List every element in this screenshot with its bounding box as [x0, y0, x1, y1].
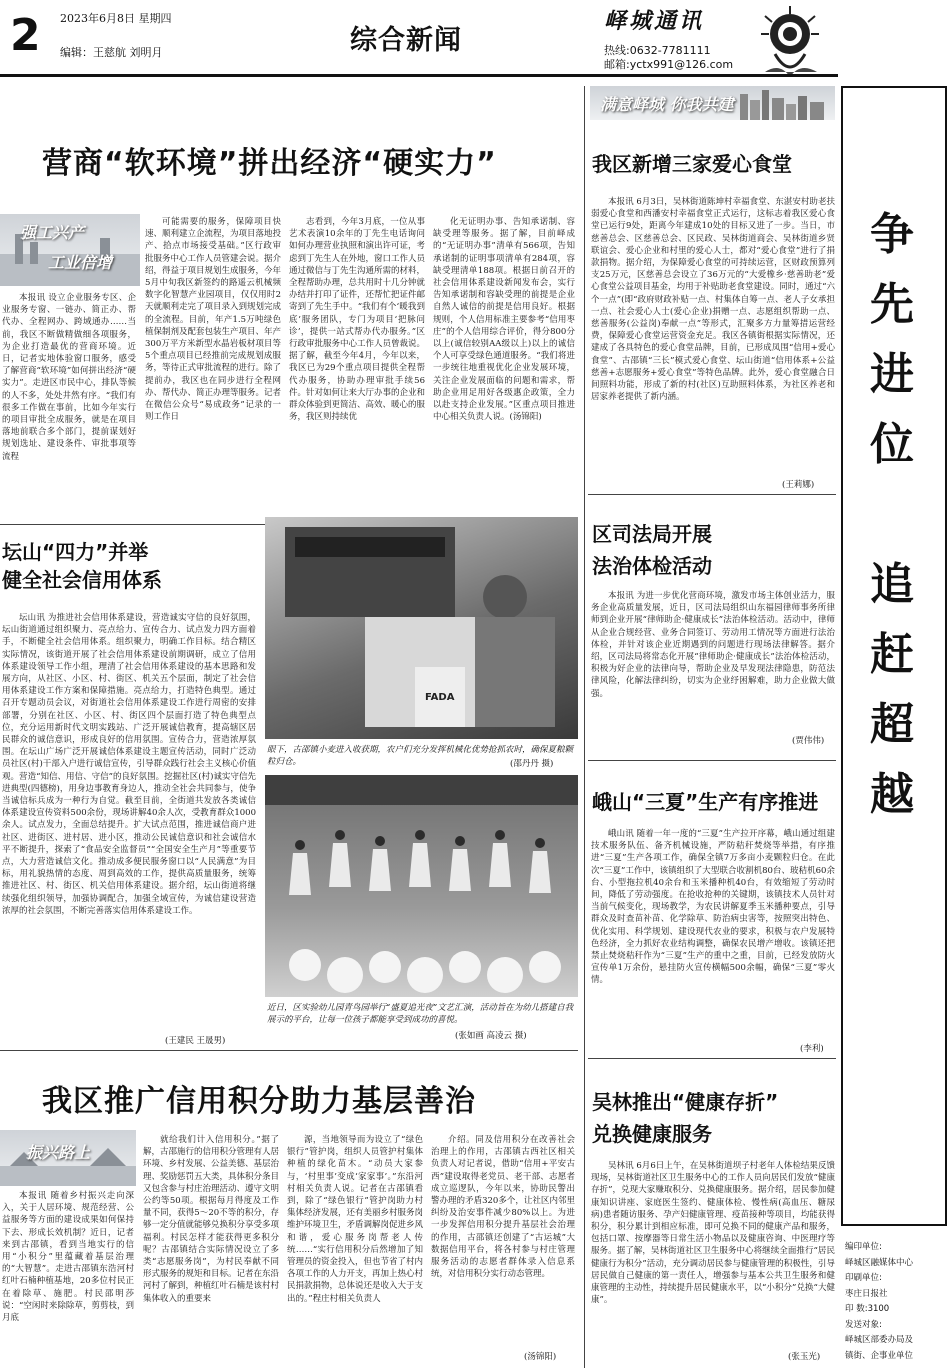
harvester-icon	[265, 517, 578, 739]
divider	[588, 760, 836, 761]
divider	[588, 1058, 836, 1059]
article5-body: 峨山讯 随着一年一度的“三夏”生产拉开序幕，峨山通过组建技术服务队伍、备齐机械设施，严防秸秆焚烧等举措，有序推进“三夏”生产各项工作，确保全镇7万多亩小麦颗粒归仓。在此次“三夏”工作中，该镇组织了大型联合收割机80台、玻秸机60余台、小型拖拉机40余台和玉米播种机40台，有效缩短了劳动时间，降低了劳动强度。在抢收抢种的关键期，该镇技术人员针对当前气候变化，现场教学，为农民讲解夏季玉米播种要点，引导群众及时查苗补苗、化学除草、防治病虫害等，按照突出特色、优化实用、科学规划、建设现代农业的要求，积极与农户发展特色经济，全力抓好农业结构调整，确保农民增产增收。该镇还把禁止焚烧秸秆作为“三夏”生产的重中之重，目前，已经发放防火宣传单1万余份，悬挂防火宣传横幅500余幅，确保“三夏”零火情。	[591, 829, 835, 986]
slogan-char: 进	[870, 349, 914, 400]
colophon-line: 枣庄日报社	[845, 1288, 888, 1299]
colophon-line: 编印单位:	[845, 1242, 882, 1252]
photo-wheat-harvest	[265, 517, 578, 739]
hotline: 热线:0632-7781111	[604, 44, 711, 57]
flower-logo-icon	[745, 2, 835, 80]
editors: 编辑：王慈航 刘明月	[60, 46, 163, 59]
photo-kids-performance	[265, 775, 578, 997]
article7-byline: (张玉光)	[788, 1352, 821, 1362]
photo2-caption: 近日，区实验幼儿园青鸟园举行“盛夏追光夜”文艺汇演，活动旨在为幼儿搭建自我展示的平台，让每一位孩子都能享受到成功的喜悦。	[267, 1003, 574, 1025]
article4-title-line1: 区司法局开展	[592, 522, 712, 546]
article3-byline: (王建民 王晟男)	[165, 1036, 226, 1046]
colophon-line: 印 数:3100	[845, 1304, 890, 1314]
slogan-char: 超	[870, 699, 914, 750]
email: 邮箱:yctx991@126.com	[604, 58, 734, 71]
slogan-char: 争	[870, 209, 914, 260]
article7-body: 吴林讯 6月6日上午，在吴林街道坝子村老年人体检结果反馈现场，吴林街道社区卫生服务中心的工作人员向居民们发放“健康存折”，兑现大家赚取积分、兑换健康服务。据介绍，居民参加健康知识讲座、家庭医生签约、健康体检、慢性病(高血压、糖尿病)患者随访服务、孕产妇健康管理、疫苗接种等项目，均能获得积分，积分累计到相应标准，即可兑换不同的健康产品和服务，包括口罩、按摩器等日常生活小物品以及健康咨询、中医理疗等服务。据了解，吴林街道社区卫生服务中心将继续全面推行“居民健康行为积分”活动，充分调动居民参与健康管理的积极性，引导居民做自己健康的第一责任人，增强参与基本公共卫生服务和健康管理的主动性，持续提升居民健康水平，以“小积分”兑换“大健康”。	[591, 1161, 835, 1306]
divider	[0, 1050, 578, 1051]
article6-title: 我区推广信用积分助力基层善治	[42, 1084, 476, 1119]
article6-byline: (汤锦阳)	[524, 1352, 557, 1362]
article4-byline: (贾伟伟)	[792, 736, 825, 746]
article1-title: 营商“软环境”拼出经济“硬实力”	[42, 146, 497, 181]
column-tag-line1: 强工兴产	[20, 223, 85, 242]
slogan-char: 追	[870, 559, 914, 610]
slogan-char: 位	[870, 419, 914, 470]
article6-col3: 源，当地领导而为设立了“绿色银行”管护岗，组织人员管护村集体种植的绿化苗木。“动员大家参与，‘村里事’变成‘家家事’。”东沿河村相关负责人说。记者在古邵镇看到，除了“绿色银行”管护岗助力村集体经济发展，还有美丽乡村服务岗维护环境卫生，矛盾调解岗促进乡风和谐，爱心服务岗帮老人传统……“实行信用积分后然增加了知管理员的资金投入，但也节省了村内各项工作的人力开支，再加上热心村民捐款捐物，总体说还是收入大于支出的。”程庄村相关负责人	[287, 1135, 423, 1304]
article6-col2: 就给我们计入信用积分。”据了解，古邵施行的信用积分管理有人居环境、乡村发展、公益美德、基层治理、奖励惩罚五大类，具体积分条目又包含参与村庄治理活动、遵守文明公约等50项。根据每月得度及工作量不同，获得5～20不等的积分，存够一定分值就能够兑换积分享受多项福利。村民怎样才能获得更多积分呢？古邵镇结合实际情况设立了多类“志愿服务岗”，为村民奉献不同形式服务的规矩和目标。记者在东沿河村了解到，种植红叶石楠是该村村集体收入的重要来	[143, 1135, 279, 1304]
article6-col1: 本报讯 随着乡村振兴走向深入，关于人居环境、规范经营、公益服务等方面的建设成果如何保持下去、形成长效机制？近日，记者来到古邵镇，看到当地实行的信用“小积分”里蕴藏着基层治理的“大智慧”。走进古邵镇东浩河村红叶石楠种植基地，20多位村民正在着除草、施肥。村民邵明莎说：“空闲时来除除草，剪剪枝，到月底	[2, 1191, 134, 1324]
slogan-char: 先	[870, 279, 914, 330]
issue-date: 2023年6月8日 星期四	[60, 12, 172, 25]
article7-title-line2: 兑换健康服务	[592, 1122, 712, 1146]
article5-byline: (李利)	[800, 1044, 824, 1054]
article5-title: 峨山“三夏”生产有序推进	[592, 790, 819, 814]
article1-col3: 志看到，今年3月底，一位从事艺术表演10余年的丁先生电话询问如何办理营业执照和演出许可证，考虑到丁先生人在外地，窗口工作人员通过微信与丁先生沟通所需的材料，全程帮助办理，总共用时十几分钟就办结并打印了证件，还帮忙把证件邮寄到了先生手中。“我们有个‘暖我到底’服务团队，专门为项目‘把脉问诊’，提供一站式帮办代办服务。”区行政审批服务中心工作人员曾裁说。据了解，截至今年4月，今年以来，我区已为29个重点项目提供全程帮代办服务，协助办理审批手续56件。针对如何让来大厅办事的企业和群众体验到更简洁、高效、暖心的服务，我区则持续优	[289, 217, 425, 423]
colophon-line: 镇街、企事业单位	[845, 1350, 914, 1361]
photo1-sign: FADA	[425, 692, 455, 703]
article3-title-line2: 健全社会信用体系	[2, 568, 162, 592]
slogan-char: 越	[870, 769, 914, 820]
article6-col4: 介绍。同及信用积分在改善社会治理上的作用，古邵镇古西社区相关负责人对记者说，借助“信用+平安古西”建设取得老党员、老干部、志愿者成立巡逻队，今年以来，协助民警出警办理的矛盾320多个，让社区内邻里纠纷及治安事件减少80%以上。为进一步发挥信用积分提升基层社会治理的作用，古邵镇还创建了“古运城”大数据信用平台，将各村参与村庄管理服务活动的志愿者群体录入信息系统，对信用积分实行动态管理。	[431, 1135, 575, 1280]
article2-byline: (王莉娜)	[782, 480, 815, 490]
photo1-caption: 眼下，古邵镇小麦进入收获期，农户们充分发挥机械化优势抢抓农时，确保夏粮颗粒归仓。	[267, 745, 574, 767]
article1-col2: 可能需要的服务，保障项目快速、顺利建立企流程，为项目落地投产、拾点市场接受基础。”区行政审批服务中心工作人员管建会说。据介绍，得益于项目规划生成服务，今年5月中旬我区新签约的路遥云机械频数字化智慧产业园项目，仅仅用时2天就顺利走完了项目录入到规划完成的全流程。目前，年产1.5万吨绿色植保制剂及配套包装生产项目、年产300万平方米新型水晶岩板材项目等5个重点项目已经推前完成规划成服务，等待正式审批流程的进行。除了提前办，我区也在同步进行全程网办、帮代办、简正办理等服务。记者在微信公众号“易成政务”记录的一则工作日	[145, 217, 281, 423]
sidebar-slogan	[857, 200, 927, 830]
colophon-line: 印刷单位:	[845, 1273, 882, 1283]
page-number: 2	[10, 10, 41, 61]
article7-title-line1: 吴林推出“健康存折”	[592, 1090, 779, 1114]
column-divider	[584, 86, 585, 1368]
article2-title: 我区新增三家爱心食堂	[592, 152, 792, 176]
photo2-byline: (张如画 高凌云 摄)	[455, 1031, 527, 1041]
column-tag: 振兴路上	[26, 1143, 91, 1162]
article1-col4: 化无证明办事、告知承诺制、容缺受理等服务。据了解，目前峄成的“无证明办事”清单有566项，告知承诺制的证明事项清单有284项，容缺受理清单188项。根据日前召开的社会信用体系建设新闻发布会，实行告知承诺制和容缺受理的前提是企业自然人诚信的前提是信用良好。根据规则，个人信用标准主要参考“信用枣庄”的个人信用综合评价，得分800分以上(诚信较别AA级以上)以上的诚信个人可享受绿色通道服务。“我们将进一步统往地重视优化企业发展环境，关注企业发展面临的问题和需求，帮助企业用足用好各级惠企政策，全力以赴支持企业发展。”区重点项目推进中心相关负责人说。(汤锦阳)	[433, 217, 575, 423]
colophon-line: 峄城区部委办局及	[845, 1335, 914, 1345]
colophon-line: 峄城区融媒体中心	[845, 1257, 914, 1268]
performance-icon	[265, 775, 578, 997]
article3-title-line1: 坛山“四力”并举	[2, 540, 149, 564]
masthead-rule	[0, 74, 838, 77]
section-title: 综合新闻	[350, 25, 462, 56]
article1-col1: 本报讯 设立企业服务专区、企业服务专窗、一链办、简正办、帮代办、全程网办、跨域通办……当前，我区不断做精做细各项服务，为企业打造最优的营商环境。近日，记者实地体验窗口服务，感受了解营商“软环境”如何拼出经济“硬实力”。走进区市民中心，排队等候的人不多，处处井然有序。“我们有很多工作做在事前，比如今年实行的项目审批全成服务，就是在项目落地前联合多个部门，提前谋划好规划选址、建设条件、审批事项等流程	[2, 293, 136, 462]
colophon	[845, 1240, 950, 1364]
paper-name: 峄城通讯	[604, 8, 705, 34]
column-tag-line2: 工业倍增	[48, 253, 113, 272]
article4-title-line2: 法治体检活动	[592, 554, 712, 578]
banner-text: 满意峄城 你我共建	[600, 95, 734, 114]
article3-body: 坛山讯 为推进社会信用体系建设，营造诚实守信的良好氛围，坛山街道通过组织聚力、亮点给力、宣传合力、试点发力四方面着手，不断健全社会信用体系。组织聚力，明确工作目标。结合精区实际情况，该街道开展了社会信用体系建设前期调研，成立了信用体系建设领导工作小组，理清了社会信用体系建设的基本思路和发展方向，从社区、小区、村、街区、机关五个层面，制定了社会信用体系建设工作方案和保障措施。亮点给力，打造特色典型。通过召开专题动员会议，对街道社会信用体系建设工作进行周密的安排部署，分别在社区、小区、村、街区四个层面打造了特色典型点位，充分运用新时代文明实践站、广泛开展诚信教育，提高辖区居民群众的诚信意识，形成良好的信用氛围。宣传合力，营造浓厚氛围。在坛山广场广泛开展诚信体系建设主题宣传活动，同时广泛动员社区(村)干部入户进行诚信宣传，引导群众践行社会主义核心价值观。营造“知信、用信、守信”的良好氛围。挖掘社区(村)诚实守信先进典型(四德榜)，用身边事教育身边人，推动全社会共同参与，使争当诚信标兵成为一种行为自觉。截至目前，全街道共发放各类诚信体系建设宣传资料500余份，现场讲解40余人次，受教育群众1000余人。试点发力，全面总结提升。扩大试点范围，推进诚信商户进社区、进街区、进村居、进小区，推动公民诚信意识和社会诚信水平不断提升，探索了“食品安全监督员”“全国安全生产月”等重要节点，大力营造诚信文化。推动成多便民服务窗口以“人民满意”为目标，用礼貌热情的态度、周到高效的工作，提供高质量服务，统筹推进社区、村、街区、机关信用体系建设。据介绍，坛山街道将继续强化组织领导，加强协调配合，加强全域宣传，为诚信建设营造浓厚的社会氛围，不断完善落实信用体系建设工作。	[2, 613, 256, 916]
article4-body: 本报讯 为进一步优化营商环境，激发市场主体创业活力，服务企业高质量发展，近日，区司法局组织山东福园律师事务所律师到企业开展“律师助企·健康成长”法治体检活动。活动中，律师从企业合规经营、业务合同签订、劳动用工情况等方面进行法治体检，并针对该企业近期遇到的问题进行现场法律解答。据介绍，区司法局将常态化开展“律师助企·健康成长”法治体检活动，积极为好企业的法律向导，帮助企业及早发现法律隐患，防范法律风险，化解法律纠纷，切实为企业纾困解难，助力企业做大做强。	[591, 591, 835, 699]
photo1-byline: (邵丹丹 摄)	[510, 759, 554, 769]
divider	[588, 494, 836, 495]
colophon-line: 发送对象:	[845, 1319, 882, 1330]
slogan-char: 赶	[870, 629, 914, 680]
article2-body: 本报讯 6月3日，吴林街道陈坤村幸福食堂、东湛安村助老扶弱爱心食堂和西潘安村幸福食堂正式运行，这标志着我区爱心食堂已运行9处，距离今年建成10处的目标又进了一步。当日，市慈善总会、区慈善总会、区民政、吴林街道商会、吴林街道乡贤联谊会、爱心企业和村里的爱心人士，都对“爱心食堂”进行了捐款捐物。据介绍，为保障爱心食堂的可持续运营，区财政预算列支25万元，区慈善总会设立了36万元的“大爱橡乡·慈善助老”爱心食堂公益项目基金，均用于补贴助老食堂建设。同时，通过“六个一点”(即“政府财政补贴一点、村集体自筹一点、老人子女承担一点、社会爱心人士(爱心企业)捐赠一点、志愿组织帮助一点、慈善服务(公益岗)奉献一点”等形式，汇聚多方力量筹措运营经费，保障爱心食堂运营资金充足。我区各镇街根据实际情况，还建成了各具特色的爱心食堂品牌，目前，已形成凤围“信用+爱心食堂”、古邵镇“三长”模式爱心食堂、坛山街道“信用体系+公益慈善+志愿服务+爱心食堂”等特色品牌。此外，爱心食堂融合日间照料功能，形成了新的村(社区)互助照料体系，为社区养老和居家养老提供了新内涵。	[591, 197, 835, 403]
